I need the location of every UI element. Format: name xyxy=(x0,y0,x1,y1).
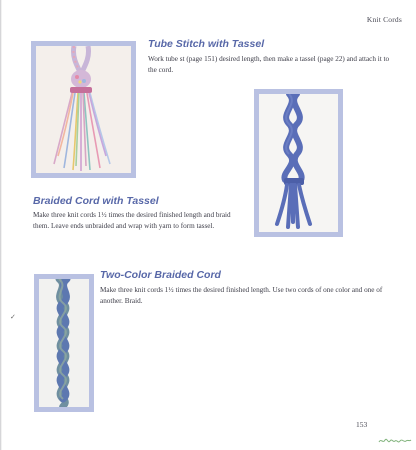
section-body-braided-tassel: Make three knit cords 1½ times the desired finished length and braid them. Leave ends unbraided and wrap with yarn to form tassel. xyxy=(33,211,231,231)
section-body-tube-stitch: Work tube st (page 151) desired length, then make a tassel (page 22) and attach it to the cord. xyxy=(148,55,390,75)
photo-tube-tassel xyxy=(31,41,136,178)
page-edge xyxy=(0,0,2,450)
section-title-two-color: Two-Color Braided Cord xyxy=(100,269,221,281)
photo-two-color-braid xyxy=(34,274,94,412)
margin-mark: ✓ xyxy=(10,313,16,321)
tube-tassel-image xyxy=(36,46,131,173)
signature xyxy=(378,436,412,448)
running-header: Knit Cords xyxy=(366,15,402,24)
section-title-braided-tassel: Braided Cord with Tassel xyxy=(33,195,159,207)
page-number: 153 xyxy=(356,420,368,429)
photo-braided-tassel xyxy=(254,89,343,237)
two-color-braid-image xyxy=(39,279,89,407)
section-body-two-color: Make three knit cords 1½ times the desired finished length. Use two cords of one color and one of another. Braid. xyxy=(100,286,383,306)
braided-cord-image xyxy=(259,94,338,232)
signature-scribble xyxy=(378,436,412,446)
section-title-tube-stitch: Tube Stitch with Tassel xyxy=(148,38,265,50)
